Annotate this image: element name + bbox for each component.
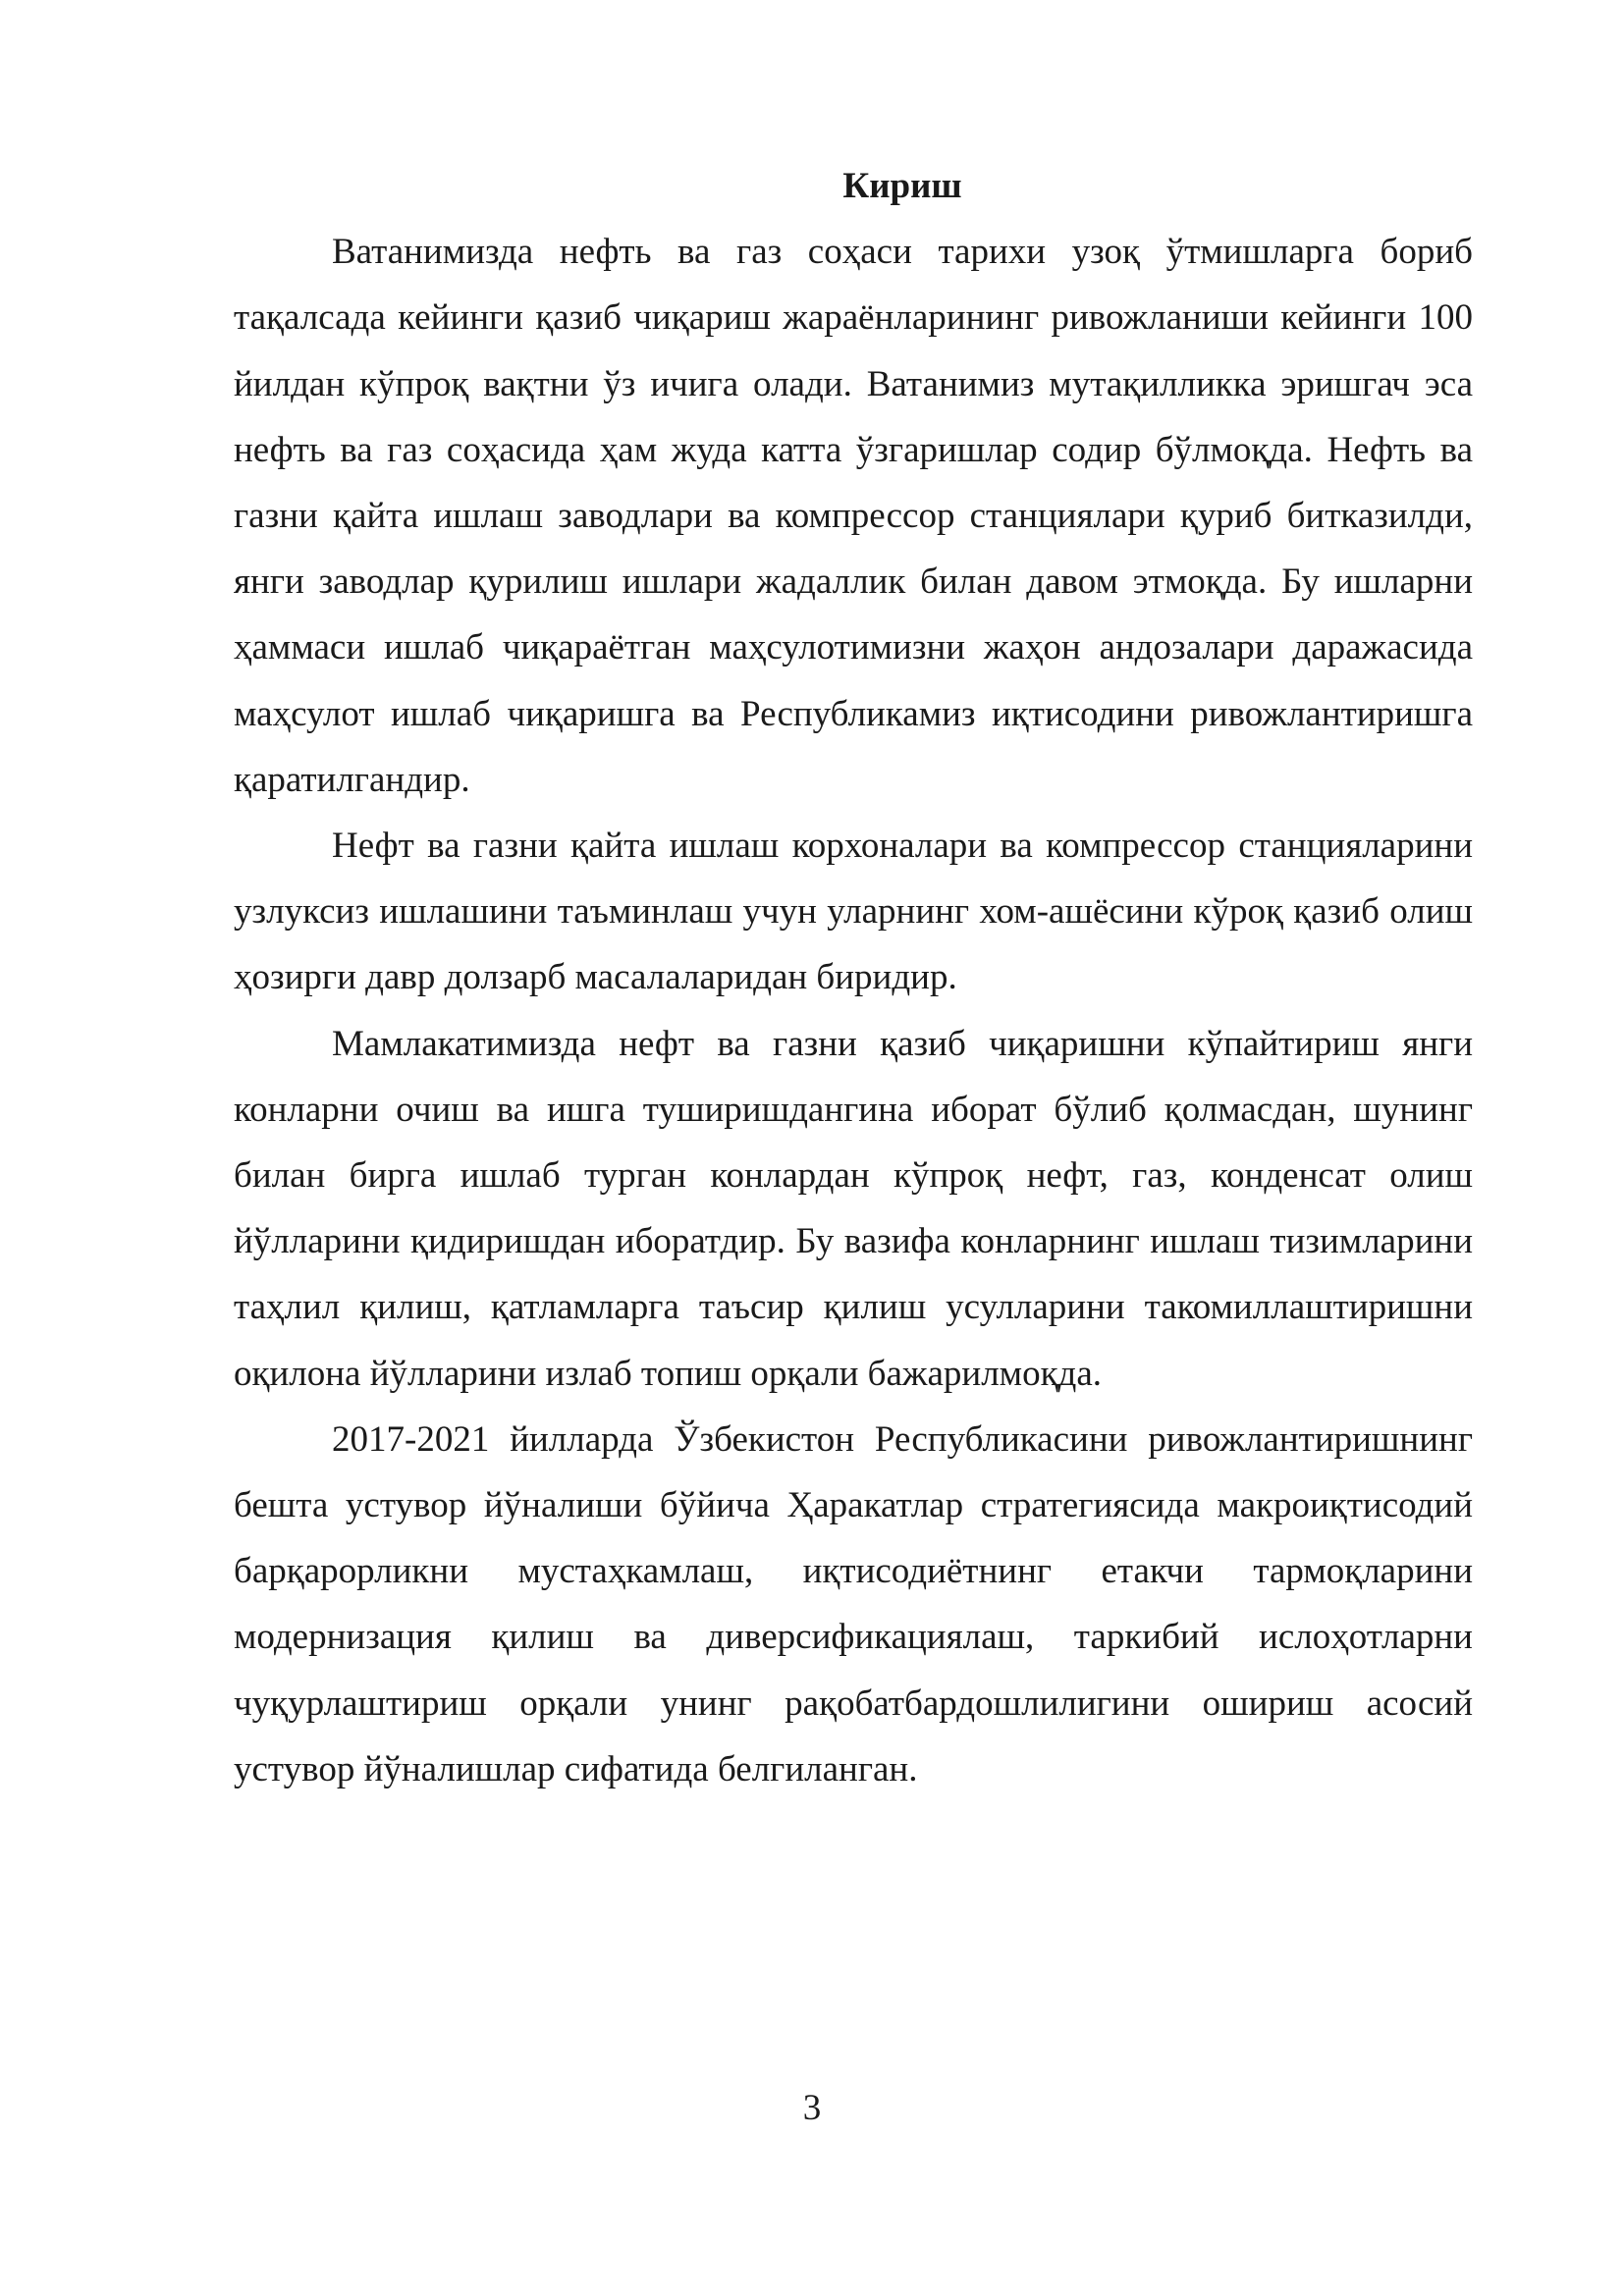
paragraph-1: Ватанимизда нефть ва газ соҳаси тарихи узоқ ўтмишларга бориб тақалсада кейинги қазиб чиқариш жараёнларининг ривожланиши кейинги 100 йилдан кўпроқ вақтни ўз ичига олади. Ватанимиз мутақилликка эришгач эса нефть ва газ соҳасида ҳам жуда катта ўзгаришлар содир бўлмоқда. Нефть ва газни қайта ишлаш заводлари ва компрессор станциялари қуриб битказилди, янги заводлар қурилиш ишлари жадаллик билан давом этмоқда. Бу ишларни ҳаммаси ишлаб чиқараётган маҳсулотимизни жаҳон андозалари даражасида маҳсулот ишлаб чиқаришга ва Республикамиз иқтисодини ривожлантиришга қаратилгандир. bbox=[234, 232, 1473, 800]
document-body bbox=[234, 153, 1473, 1802]
section-heading: Кириш bbox=[842, 166, 962, 206]
paragraph-2: Нефт ва газни қайта ишлаш корхоналари ва компрессор станцияларини узлуксиз ишлашини таъминлаш учун уларнинг хом-ашёсини кўроқ қазиб олиш ҳозирги давр долзарб масалаларидан биридир. bbox=[234, 826, 1473, 998]
paragraph-4: 2017-2021 йилларда Ўзбекистон Республикасини ривожлантиришнинг бешта устувор йўналиши бўйича Ҳаракатлар стратегиясида макроиқтисодий барқарорликни мустаҳкамлаш, иқтисодиётнинг етакчи тармоқларини модернизация қилиш ва диверсификациялаш, таркибий ислоҳотларни чуқурлаштириш орқали унинг рақобатбардошлилигини ошириш асосий устувор йўналишлар сифатида белгиланган. bbox=[234, 1418, 1473, 1789]
page-number: 3 bbox=[802, 2088, 822, 2128]
paragraph-3: Мамлакатимизда нефт ва газни қазиб чиқаришни кўпайтириш янги конларни очиш ва ишга туширишдангина иборат бўлиб қолмасдан, шунинг билан бирга ишлаб турган конлардан кўпроқ нефт, газ, конденсат олиш йўлларини қидиришдан иборатдир. Бу вазифа конларнинг ишлаш тизимларини таҳлил қилиш, қатламларга таъсир қилиш усулларини такомиллаштиришни оқилона йўлларини излаб топиш орқали бажарилмоқда. bbox=[234, 1023, 1473, 1394]
